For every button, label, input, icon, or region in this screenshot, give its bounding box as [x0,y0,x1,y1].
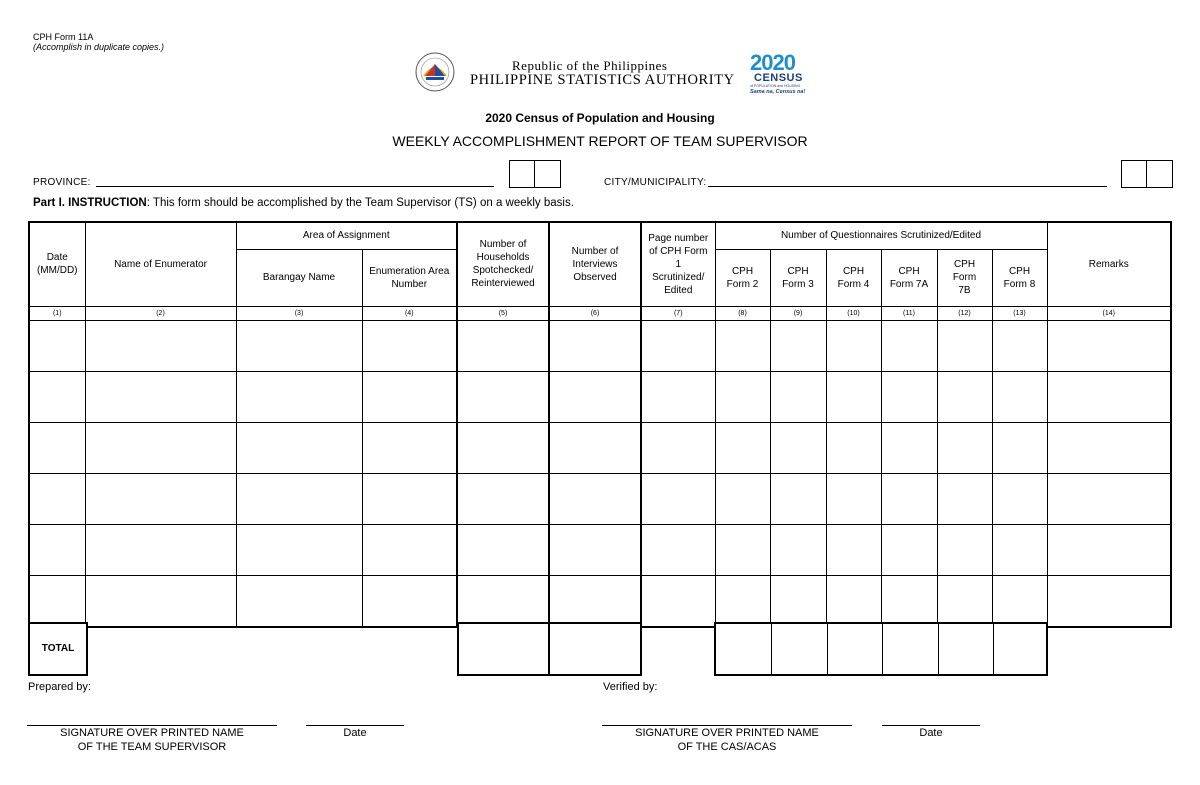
cell[interactable] [937,473,992,524]
header-barangay: Barangay Name [236,249,362,306]
cell[interactable] [715,371,770,422]
cell[interactable] [641,524,715,575]
header-questionnaires: Number of Questionnaires Scrutinized/Edited [715,222,1047,249]
column-number: (14) [1047,306,1171,320]
cell[interactable] [549,473,641,524]
cell[interactable] [770,371,826,422]
report-title: WEEKLY ACCOMPLISHMENT REPORT OF TEAM SUPERVISOR [392,133,808,149]
header-form7b: CPH Form 7B [937,249,992,306]
cell[interactable] [1047,371,1171,422]
cell[interactable] [1047,575,1171,627]
cell[interactable] [641,473,715,524]
cell[interactable] [457,575,549,627]
cell[interactable] [549,524,641,575]
column-number: (4) [362,306,457,320]
cell[interactable] [826,422,881,473]
census-title: 2020 Census of Population and Housing [485,111,715,125]
province-code-box-1[interactable] [509,160,536,188]
cell[interactable] [457,320,549,371]
cell[interactable] [715,320,770,371]
agency-line1: Republic of the Philippines [512,58,668,73]
cell[interactable] [1047,524,1171,575]
cell[interactable] [549,320,641,371]
cell[interactable] [992,422,1047,473]
table-row [29,575,1171,627]
column-number-row [29,306,1171,320]
cell[interactable] [85,575,236,627]
cell[interactable] [826,473,881,524]
cell[interactable] [826,575,881,627]
cell[interactable] [236,473,362,524]
cell[interactable] [362,575,457,627]
census-logo-sub: of POPULATION and HOUSING [750,84,801,88]
column-number: (9) [770,306,826,320]
instruction-text: : This form should be accomplished by the Team Supervisor (TS) on a weekly basis. [146,197,574,209]
province-code-box-2[interactable] [534,160,561,188]
cell[interactable] [641,320,715,371]
total-label: TOTAL [41,643,75,654]
column-number: (5) [457,306,549,320]
header-area-assignment: Area of Assignment [236,222,457,249]
cell[interactable] [29,524,85,575]
cell[interactable] [29,575,85,627]
cell[interactable] [549,422,641,473]
column-number: (3) [236,306,362,320]
cell[interactable] [881,524,937,575]
census-logo-tagline: Sama na, Census na! [750,89,806,95]
verified-label: Verified by: [603,681,658,693]
ts-signature-caption [27,726,277,754]
column-number: (13) [992,306,1047,320]
cell[interactable] [457,473,549,524]
cell[interactable] [937,524,992,575]
cell[interactable] [457,524,549,575]
cell[interactable] [236,371,362,422]
cell[interactable] [236,320,362,371]
cell[interactable] [881,371,937,422]
cell[interactable] [826,320,881,371]
cell[interactable] [1047,473,1171,524]
form-code: CPH Form 11A [33,32,94,42]
cell[interactable] [549,575,641,627]
cell[interactable] [85,320,236,371]
census-logo-year: 2020 [750,50,795,75]
column-number: (1) [29,306,85,320]
total-interviews[interactable] [548,622,642,676]
instruction-part: Part I. INSTRUCTION [33,197,147,209]
total-households[interactable] [457,622,549,676]
cell[interactable] [85,422,236,473]
cas-signature-caption [602,726,852,754]
cell[interactable] [937,422,992,473]
header-form4: CPH Form 4 [826,249,881,306]
cell[interactable] [85,524,236,575]
city-code-box-1[interactable] [1121,160,1148,188]
cas-role-text: OF THE CAS/ACAS [677,741,777,753]
column-number: (12) [937,306,992,320]
table-row [29,473,1171,524]
cell[interactable] [770,320,826,371]
cell[interactable] [29,371,85,422]
province-input[interactable] [96,186,494,187]
cell[interactable] [641,371,715,422]
header-form3: CPH Form 3 [770,249,826,306]
header-form2: CPH Form 2 [715,249,770,306]
header-remarks: Remarks [1047,222,1171,306]
column-number: (11) [881,306,937,320]
cell[interactable] [826,524,881,575]
city-code-box-2[interactable] [1146,160,1173,188]
cell[interactable] [236,575,362,627]
header-households: Number of Households Spotchecked/ Reinterviewed [457,222,549,306]
cell[interactable] [937,320,992,371]
column-number: (10) [826,306,881,320]
cell[interactable] [715,473,770,524]
cell[interactable] [1047,320,1171,371]
prepared-label: Prepared by: [28,681,91,693]
cell[interactable] [826,371,881,422]
cell[interactable] [992,320,1047,371]
table-row [29,371,1171,422]
header-form8: CPH Form 8 [992,249,1047,306]
column-number: (2) [85,306,236,320]
cell[interactable] [881,422,937,473]
cell[interactable] [1047,422,1171,473]
cas-date-label: Date [919,727,943,739]
cell[interactable] [362,371,457,422]
agency-line2: PHILIPPINE STATISTICS AUTHORITY [470,72,735,88]
form-note: (Accomplish in duplicate copies.) [33,42,165,52]
cell[interactable] [236,524,362,575]
cell[interactable] [29,473,85,524]
cell[interactable] [29,320,85,371]
cell[interactable] [937,371,992,422]
cell[interactable] [992,371,1047,422]
table-row [29,524,1171,575]
cell[interactable] [992,524,1047,575]
cell[interactable] [715,575,770,627]
cell[interactable] [715,422,770,473]
ts-sig-text: SIGNATURE OVER PRINTED NAME [60,727,244,739]
cell[interactable] [770,575,826,627]
cell[interactable] [29,422,85,473]
column-number: (8) [715,306,770,320]
cell[interactable] [362,524,457,575]
city-input[interactable] [708,186,1107,187]
cell[interactable] [362,422,457,473]
cell[interactable] [549,371,641,422]
cell[interactable] [457,422,549,473]
header-page-number: Page number of CPH Form 1 Scrutinized/ Edited [641,222,715,306]
census-logo-word: CENSUS [754,72,803,84]
city-label: CITY/MUNICIPALITY: [604,177,707,188]
psa-seal-icon [415,52,455,92]
cell[interactable] [362,473,457,524]
cell[interactable] [881,575,937,627]
total-questionnaires [714,622,1048,676]
column-number: (6) [549,306,641,320]
cell[interactable] [770,473,826,524]
cell[interactable] [85,473,236,524]
cell[interactable] [992,473,1047,524]
header-enumerator: Name of Enumerator [85,222,236,306]
cell[interactable] [770,422,826,473]
cell[interactable] [937,575,992,627]
cell[interactable] [715,524,770,575]
cell[interactable] [992,575,1047,627]
cell[interactable] [457,371,549,422]
census-logo [748,50,818,100]
cell[interactable] [362,320,457,371]
cas-sig-text: SIGNATURE OVER PRINTED NAME [635,727,819,739]
header-interviews: Number of Interviews Observed [549,222,641,306]
header-form7a: CPH Form 7A [881,249,937,306]
column-number: (7) [641,306,715,320]
table-row [29,320,1171,371]
instruction [33,197,574,209]
header-ea-number: Enumeration Area Number [362,249,457,306]
cell[interactable] [85,371,236,422]
province-label: PROVINCE: [33,177,91,188]
ts-date-label: Date [343,727,367,739]
accomplishment-table [28,221,1172,628]
cell[interactable] [770,524,826,575]
header-date: Date (MM/DD) [29,222,85,306]
cell[interactable] [236,422,362,473]
table-row [29,422,1171,473]
cell[interactable] [881,473,937,524]
ts-role-text: OF THE TEAM SUPERVISOR [77,741,227,753]
total-label-box [28,622,88,676]
cell[interactable] [641,422,715,473]
cell[interactable] [881,320,937,371]
cell[interactable] [641,575,715,627]
